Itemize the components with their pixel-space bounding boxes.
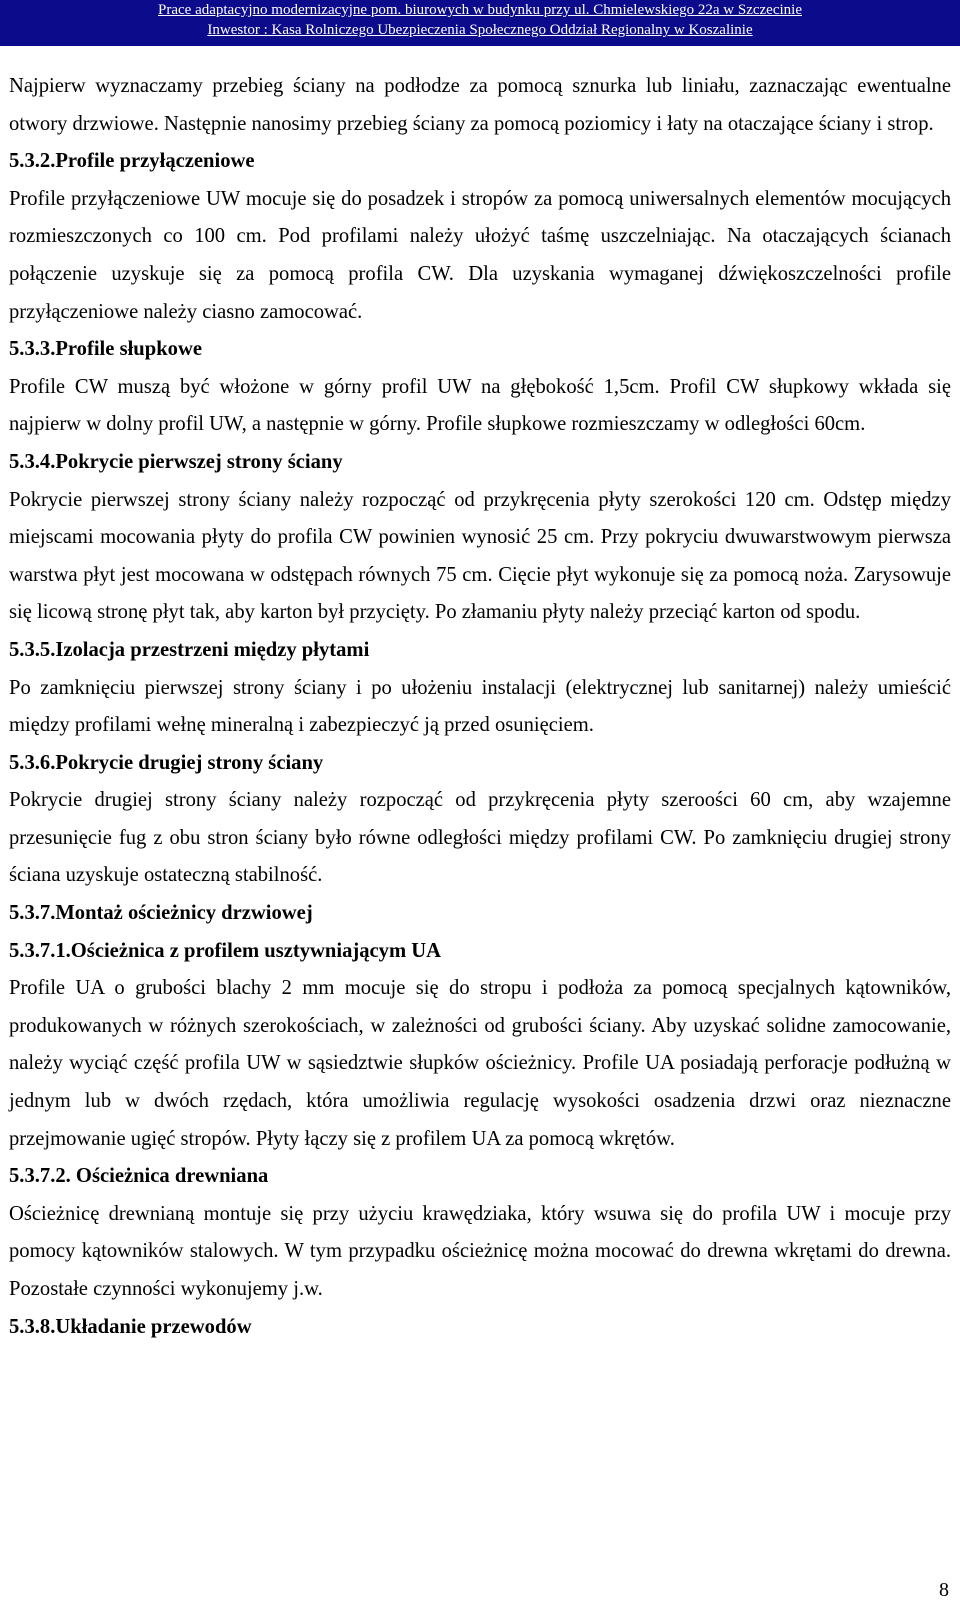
section-heading-5-3-3: 5.3.3.Profile słupkowe [9, 338, 202, 361]
section-heading-5-3-7: 5.3.7.Montaż ościeżnicy drzwiowej [9, 902, 313, 925]
section-heading-5-3-2: 5.3.2.Profile przyłączeniowe [9, 150, 255, 173]
paragraph-5-3-6: Pokrycie drugiej strony ściany należy rozpocząć od przykręcenia płyty szeroości 60 cm, aby wzajemne przesunięcie fug z obu stron ściany było równe odległości między profilami CW. Po zamknięciu drugiej strony ściana uzyskuje ostateczną stabilność. [9, 789, 951, 887]
paragraph-intro: Najpierw wyznaczamy przebieg ściany na podłodze za pomocą sznurka lub liniału, zaznaczając ewentualne otwory drzwiowe. Następnie nanosimy przebieg ściany za pomocą poziomicy i łaty na otaczające ściany i strop. [9, 75, 951, 135]
section-heading-5-3-7-1: 5.3.7.1.Ościeżnica z profilem usztywniającym UA [9, 939, 442, 962]
section-heading-5-3-8: 5.3.8.Układanie przewodów [9, 1315, 252, 1338]
paragraph-5-3-5: Po zamknięciu pierwszej strony ściany i po ułożeniu instalacji (elektrycznej lub sanitarnej) należy umieścić między profilami wełnę mineralną i zabezpieczyć ją przed osunięciem. [9, 676, 951, 737]
paragraph-5-3-3: Profile CW muszą być włożone w górny profil UW na głębokość 1,5cm. Profil CW słupkowy wkłada się najpierw w dolny profil UW, a następnie w górny. Profile słupkowe rozmieszczamy w odległości 60cm. [9, 375, 951, 436]
header-line-project: Prace adaptacyjno modernizacyjne pom. biurowych w budynku przy ul. Chmielewskiego 22a w Szczecinie [158, 2, 802, 18]
section-heading-5-3-5: 5.3.5.Izolacja przestrzeni między płytami [9, 638, 370, 661]
header-line-investor: Inwestor : Kasa Rolniczego Ubezpieczenia Społecznego Oddział Regionalny w Koszalinie [207, 22, 753, 38]
section-heading-5-3-4: 5.3.4.Pokrycie pierwszej strony ściany [9, 450, 343, 473]
paragraph-5-3-2: Profile przyłączeniowe UW mocuje się do posadzek i stropów za pomocą uniwersalnych elementów mocujących rozmieszczonych co 100 cm. Pod profilami należy ułożyć taśmę uszczelniając. Na otaczających ścianach połączenie uzyskuje się za pomocą profila CW. Dla uzyskania wymaganej dźwiękoszczelności profile przyłączeniowe należy ciasno zamocować. [9, 187, 951, 323]
paragraph-5-3-7-2: Ościeżnicę drewnianą montuje się przy użyciu krawędziaka, który wsuwa się do profila UW i mocuje przy pomocy kątowników stalowych. W tym przypadku ościeżnicę można mocować do drewna wkrętami do drewna. Pozostałe czynności wykonujemy j.w. [9, 1202, 951, 1300]
section-heading-5-3-7-2: 5.3.7.2. Ościeżnica drewniana [9, 1165, 269, 1188]
document-body [9, 68, 951, 1346]
paragraph-5-3-7-1: Profile UA o grubości blachy 2 mm mocuje się do stropu i podłoża za pomocą specjalnych kątowników, produkowanych w różnych szerokościach, w zależności od grubości ściany. Aby uzyskać solidne zamocowanie, należy wyciąć część profila UW w sąsiedztwie słupków ościeżnicy. Profile UA posiadają perforacje podłużną w jednym lub w dwóch rzędach, która umożliwia regulację wysokości osadzenia drzwi oraz nieznaczne przejmowanie ugięć stropów. Płyty łączy się z profilem UA za pomocą wkrętów. [9, 977, 951, 1150]
paragraph-5-3-4: Pokrycie pierwszej strony ściany należy rozpocząć od przykręcenia płyty szerokości 120 cm. Odstęp między miejscami mocowania płyty do profila CW powinien wynosić 25 cm. Przy pokryciu dwuwarstwowym pierwsza warstwa płyt jest mocowana w odstępach równych 75 cm. Cięcie płyt wykonuje się za pomocą noża. Zarysowuje się licową stronę płyt tak, aby karton był przycięty. Po złamaniu płyty należy przeciąć karton od spodu. [9, 488, 951, 624]
page-number: 8 [939, 1579, 949, 1601]
document-header [0, 0, 960, 46]
section-heading-5-3-6: 5.3.6.Pokrycie drugiej strony ściany [9, 751, 324, 774]
